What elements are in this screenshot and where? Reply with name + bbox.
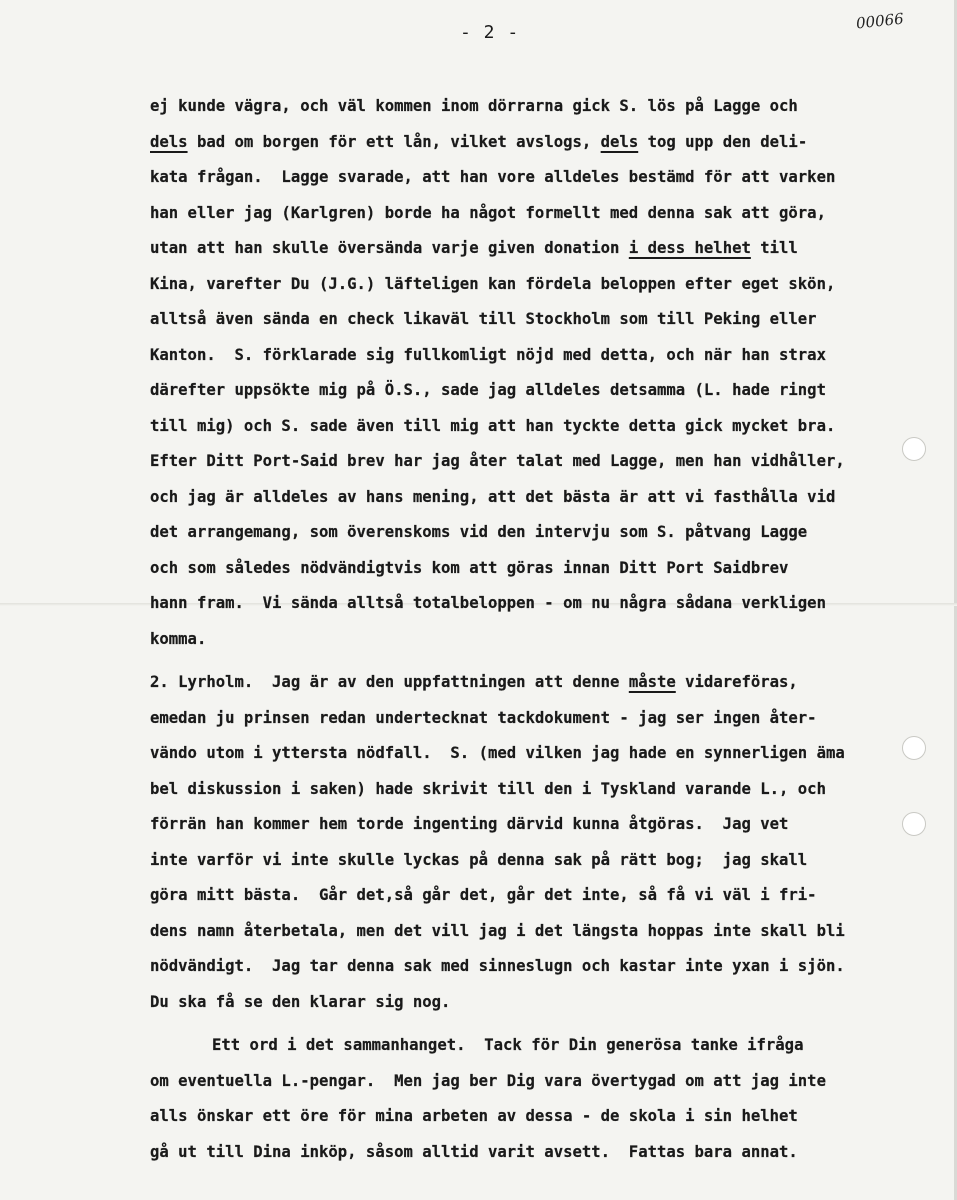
underlined-text: i dess helhet xyxy=(628,239,751,257)
text-line xyxy=(150,554,930,590)
text-run: och som således nödvändigtvis kom att göras innan Ditt Port Saidbrev xyxy=(150,558,789,577)
text-run: Du ska få se den klarar sig nog. xyxy=(150,992,451,1011)
text-line xyxy=(150,483,930,519)
text-line xyxy=(150,128,930,164)
text-run: Ett ord i det sammanhanget. Tack för Din generösa tanke ifråga xyxy=(212,1036,804,1054)
text-run: Efter Ditt Port-Said brev har jag åter talat med Lagge, men han vidhåller, xyxy=(150,452,845,470)
text-run: bel diskussion i saken) hade skrivit till den i Tyskland varande L., och xyxy=(150,779,826,798)
text-run: göra mitt bästa. Går det,så går det, går det inte, så få vi väl i fri- xyxy=(150,886,817,904)
text-run: emedan ju prinsen redan undertecknat tackdokument - jag ser ingen åter- xyxy=(150,708,817,727)
text-run: till mig) och S. sade även till mig att han tyckte detta gick mycket bra. xyxy=(150,416,836,435)
paragraph-2 xyxy=(150,668,930,1023)
text-line xyxy=(150,92,930,128)
text-line xyxy=(150,270,930,306)
text-line xyxy=(150,775,930,811)
text-line xyxy=(150,234,930,270)
text-run: och jag är alldeles av hans mening, att det bästa är att vi fasthålla vid xyxy=(150,487,836,506)
letter-body xyxy=(150,92,930,1173)
text-line xyxy=(150,163,930,199)
text-line xyxy=(150,846,930,882)
text-line xyxy=(150,739,930,775)
text-run: det arrangemang, som överenskoms vid den intervju som S. påtvang Lagge xyxy=(150,523,808,541)
text-line xyxy=(150,1067,930,1103)
text-run: Kanton. S. förklarade sig fullkomligt nöjd med detta, och när han strax xyxy=(150,345,826,364)
text-run: till xyxy=(750,239,798,257)
text-line xyxy=(150,1031,930,1067)
text-run: förrän han kommer hem torde ingenting därvid kunna åtgöras. Jag vet xyxy=(150,815,789,833)
text-run: vändo utom i yttersta nödfall. S. (med vilken jag hade en synnerligen äma xyxy=(150,744,845,762)
text-run: inte varför vi inte skulle lyckas på denna sak på rätt bog; jag skall xyxy=(150,850,808,869)
text-run: kata frågan. Lagge svarade, att han vore alldeles bestämd för att varken xyxy=(150,168,836,186)
text-run: nödvändigt. Jag tar denna sak med sinneslugn och kastar inte yxan i sjön. xyxy=(150,957,845,975)
underlined-text: måste xyxy=(628,673,676,691)
paragraph-1 xyxy=(150,92,930,660)
text-run: 2. Lyrholm. Jag är av den uppfattningen att denne xyxy=(150,673,629,691)
underlined-text: dels xyxy=(150,132,188,151)
text-line xyxy=(150,447,930,483)
page-number: - 2 - xyxy=(460,22,520,43)
text-line xyxy=(150,988,930,1024)
text-line xyxy=(150,518,930,554)
text-line xyxy=(150,1102,930,1138)
text-line xyxy=(150,952,930,988)
text-run: därefter uppsökte mig på Ö.S., sade jag alldeles detsamma (L. hade ringt xyxy=(150,381,826,399)
archive-mark: 00066 xyxy=(855,9,905,33)
text-run: ej kunde vägra, och väl kommen inom dörrarna gick S. lös på Lagge och xyxy=(150,97,798,115)
text-line xyxy=(150,668,930,704)
text-line xyxy=(150,376,930,412)
text-line xyxy=(150,199,930,235)
text-line xyxy=(150,704,930,740)
underlined-text: dels xyxy=(600,132,639,151)
text-line xyxy=(150,589,930,625)
text-run: gå ut till Dina inköp, såsom alltid varit avsett. Fattas bara annat. xyxy=(150,1142,798,1161)
text-line xyxy=(150,1138,930,1174)
text-line xyxy=(150,625,930,661)
paragraph-3 xyxy=(150,1031,930,1173)
text-run: bad om borgen för ett lån, vilket avslogs, xyxy=(187,132,601,151)
text-run: hann fram. Vi sända alltså totalbeloppen - om nu några sådana verkligen xyxy=(150,594,826,612)
text-line xyxy=(150,810,930,846)
text-run: han eller jag (Karlgren) borde ha något formellt med denna sak att göra, xyxy=(150,203,826,222)
text-run: komma. xyxy=(150,629,207,648)
text-line xyxy=(150,305,930,341)
text-line xyxy=(150,341,930,377)
text-line xyxy=(150,412,930,448)
text-run: utan att han skulle översända varje given donation xyxy=(150,239,629,257)
text-run: om eventuella L.-pengar. Men jag ber Dig vara övertygad om att jag inte xyxy=(150,1071,826,1090)
text-run: dens namn återbetala, men det vill jag i det längsta hoppas inte skall bli xyxy=(150,921,845,940)
text-line xyxy=(150,881,930,917)
text-run: Kina, varefter Du (J.G.) läfteligen kan fördela beloppen efter eget skön, xyxy=(150,274,836,293)
text-run: tog upp den deli- xyxy=(638,132,808,151)
text-run: alls önskar ett öre för mina arbeten av dessa - de skola i sin helhet xyxy=(150,1107,798,1125)
text-run: alltså även sända en check likaväl till Stockholm som till Peking eller xyxy=(150,310,817,328)
text-run: vidareföras, xyxy=(675,673,798,691)
text-line xyxy=(150,917,930,953)
